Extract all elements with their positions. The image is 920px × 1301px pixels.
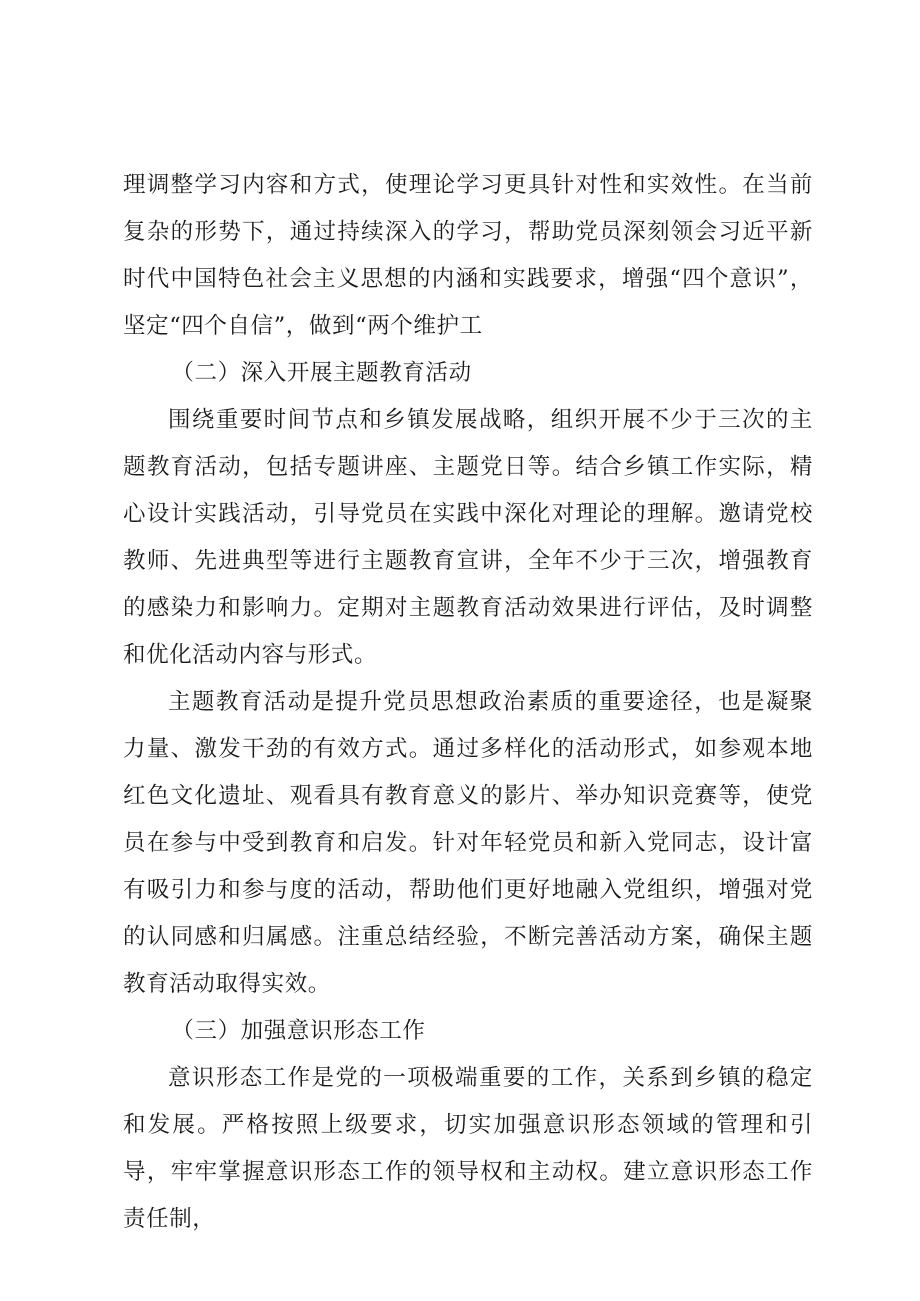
paragraph-continuation: 理调整学习内容和方式，使理论学习更具针对性和实效性。在当前复杂的形势下，通过持续深入的学习，帮助党员深刻领会习近平新时代中国特色社会主义思想的内涵和实践要求，增强“四个意识”，坚定“四个自信”，做到“两个维护工 <box>123 172 813 339</box>
paragraph-ideology-work: 意识形态工作是党的一项极端重要的工作，关系到乡镇的稳定和发展。严格按照上级要求，切实加强意识形态领域的管理和引导，牢牢掌握意识形态工作的领导权和主动权。建立意识形态工作责任制， <box>123 1065 813 1232</box>
section-heading-3: （三）加强意识形态工作 <box>171 1018 426 1044</box>
document-body <box>123 162 813 1243</box>
section-heading-2: （二）深入开展主题教育活动 <box>171 360 472 386</box>
paragraph-theme-education: 围绕重要时间节点和乡镇发展战略，组织开展不少于三次的主题教育活动，包括专题讲座、主题党日等。结合乡镇工作实际，精心设计实践活动，引导党员在实践中深化对理论的理解。邀请党校教师、先进典型等进行主题教育宣讲，全年不少于三次，增强教育的感染力和影响力。定期对主题教育活动效果进行评估，及时调整和优化活动内容与形式。 <box>123 407 813 668</box>
paragraph-theme-activities: 主题教育活动是提升党员思想政治素质的重要途径，也是凝聚力量、激发干劲的有效方式。通过多样化的活动形式，如参观本地红色文化遗址、观看具有教育意义的影片、举办知识竞赛等，使党员在参与中受到教育和启发。针对年轻党员和新入党同志，设计富有吸引力和参与度的活动，帮助他们更好地融入党组织，增强对党的认同感和归属感。注重总结经验，不断完善活动方案，确保主题教育活动取得实效。 <box>123 689 813 997</box>
